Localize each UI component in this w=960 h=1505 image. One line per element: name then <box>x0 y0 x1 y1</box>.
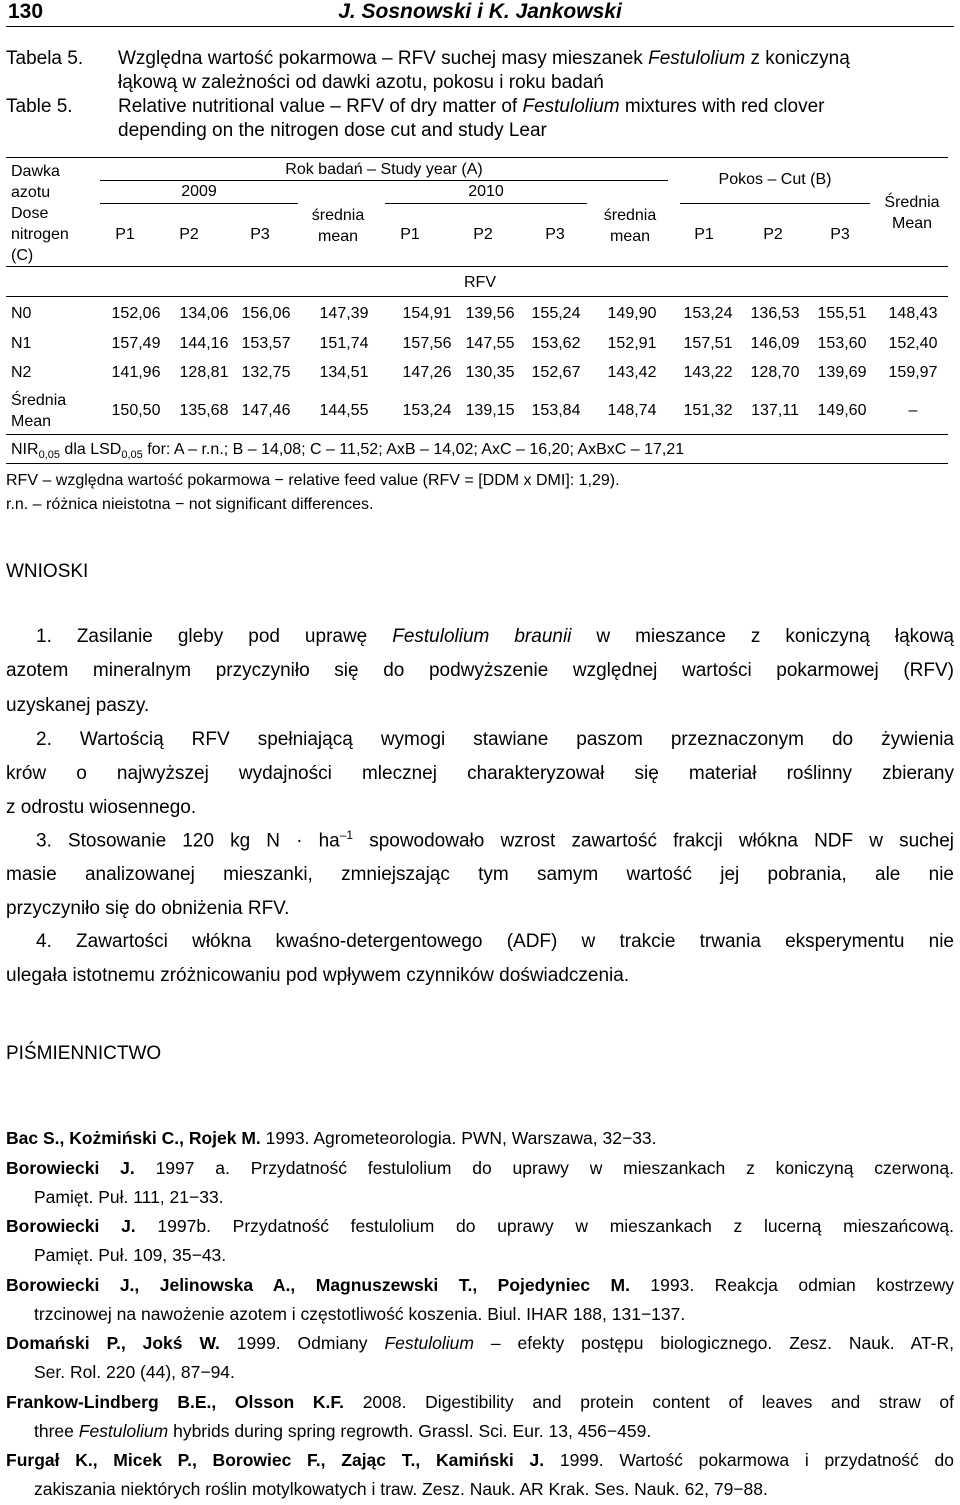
cell-mean-2010-p2: 139,15 <box>465 402 515 419</box>
cell-2010-p2: 130,35 <box>465 364 515 381</box>
cell-mean-cut-p2: 137,11 <box>751 402 799 419</box>
cell-2009-mean: 134,51 <box>319 364 369 381</box>
cell-cut-p2: 146,09 <box>750 335 800 352</box>
row-label: N2 <box>11 364 32 381</box>
cell-2010-mean: 149,90 <box>607 305 657 322</box>
table-top-rule <box>6 157 948 158</box>
conclusion-1-line-1: 1. Zasilanie gleby pod uprawę Festulolium braunii w mieszance z koniczyną łąkową <box>36 626 954 647</box>
header-mean-2010: średnia mean <box>603 207 657 245</box>
header-cut-p3: P3 <box>830 226 850 243</box>
references-heading: PIŚMIENNICTWO <box>6 1043 162 1064</box>
header-2010: 2010 <box>468 183 504 200</box>
rule-study-year <box>100 180 668 181</box>
header-2010-p1: P1 <box>400 226 420 243</box>
table-caption-en-line2: depending on the nitrogen dose cut and study Lear <box>118 120 547 141</box>
cell-2009-mean: 151,74 <box>319 335 369 352</box>
reference-6-line-2: three Festulolium hybrids during spring regrowth. Grassl. Sci. Eur. 13, 456−459. <box>34 1421 652 1441</box>
rule-2009 <box>100 203 298 204</box>
cell-mean-overall-mean: – <box>908 402 918 419</box>
header-rfv: RFV <box>464 274 496 291</box>
header-cut-p1: P1 <box>694 226 714 243</box>
cell-cut-p3: 139,69 <box>817 364 867 381</box>
rule-cut <box>680 203 870 204</box>
cell-cut-p3: 155,51 <box>817 305 867 322</box>
conclusion-1-line-2: azotem mineralnym przyczyniło się do podwyższenie względnej wartości pokarmowej (RFV) <box>6 660 954 681</box>
header-2009-p3: P3 <box>250 226 270 243</box>
cell-2009-p2: 144,16 <box>179 335 229 352</box>
reference-5-line-2: Ser. Rol. 220 (44), 87−94. <box>34 1362 235 1382</box>
table-caption-pl-label: Tabela 5. <box>6 48 84 69</box>
cell-2010-mean: 152,91 <box>607 335 657 352</box>
cell-mean-cut-p3: 149,60 <box>817 402 867 419</box>
conclusion-3-line-1: 3. Stosowanie 120 kg $N \cdot ha^{-1}$ spowodowało wzrost zawartość frakcji włókna NDF w suchej <box>36 828 954 852</box>
running-authors: J. Sosnowski i K. Jankowski <box>338 0 622 23</box>
conclusion-4-line-2: ulegała istotnemu zróżnicowaniu pod wpływem czynników doświadczenia. <box>6 965 630 986</box>
cell-mean-2009-p2: 135,68 <box>179 402 229 419</box>
header-dose: Dawka azotu Dose nitrogen (C) <box>11 163 69 264</box>
mean-row-label: Średnia Mean <box>11 392 67 430</box>
cell-2009-p1: 157,49 <box>111 335 161 352</box>
reference-5-line-1: Domański P., Jokś W. 1999. Odmiany Festulolium – efekty postępu biologicznego. Zesz. Nauk. AT-R, <box>6 1333 955 1353</box>
conclusion-2-line-3: z odrostu wiosennego. <box>6 797 197 818</box>
running-header <box>6 0 954 27</box>
cell-cut-p2: 136,53 <box>750 305 800 322</box>
cell-2010-p2: 147,55 <box>465 335 515 352</box>
rule-2010 <box>385 203 587 204</box>
cell-cut-p3: 153,60 <box>817 335 867 352</box>
cell-2010-p3: 155,24 <box>531 305 581 322</box>
reference-7-line-2: zakiszania niektórych roślin motylkowatych i traw. Zesz. Nauk. AR Krak. Ses. Nauk. 62, 79−88. <box>34 1479 768 1499</box>
cell-cut-p2: 128,70 <box>750 364 800 381</box>
cell-mean-cut-p1: 151,32 <box>683 402 733 419</box>
cell-overall-mean: 159,97 <box>888 364 938 381</box>
cell-2010-p1: 154,91 <box>402 305 452 322</box>
rule-rfv-bottom <box>6 296 948 297</box>
reference-2-line-1: Borowiecki J. 1997 a. Przydatność festulolium do uprawy w mieszankach z koniczyną czerwoną. <box>6 1158 954 1178</box>
cell-mean-2010-p1: 153,24 <box>402 402 452 419</box>
cell-cut-p1: 143,22 <box>683 364 733 381</box>
footnote-rfv: RFV – względna wartość pokarmowa − relative feed value (RFV = [DDM x DMI]: 1,29). <box>6 472 620 489</box>
cell-2009-p3: 153,57 <box>241 335 291 352</box>
conclusion-2-line-2: krów o najwyższej wydajności mlecznej charakteryzował się materiał roślinny zbierany <box>6 763 954 784</box>
cell-overall-mean: 152,40 <box>888 335 938 352</box>
header-2010-p2: P2 <box>473 226 493 243</box>
reference-3-line-2: Pamięt. Puł. 109, 35−43. <box>34 1245 227 1265</box>
table-bottom-rule <box>6 463 948 464</box>
reference-6-line-1: Frankow-Lindberg B.E., Olsson K.F. 2008. Digestibility and protein content of leaves and straw of <box>6 1392 954 1412</box>
conclusion-2-line-1: 2. Wartością RFV spełniającą wymogi stawiane paszom przeznaczonym do żywienia <box>36 729 954 750</box>
cell-2009-mean: 147,39 <box>319 305 369 322</box>
cell-cut-p1: 153,24 <box>683 305 733 322</box>
conclusion-3-line-2: masie analizowanej mieszanki, zmniejszając tym samym wartość jej pobrania, ale nie <box>6 864 954 885</box>
cell-2009-p1: 152,06 <box>111 305 161 322</box>
cell-mean-2010-mean: 148,74 <box>607 402 657 419</box>
cell-mean-2009-p1: 150,50 <box>111 402 161 419</box>
header-cut: Pokos – Cut (B) <box>718 171 832 188</box>
cell-2010-p1: 147,26 <box>402 364 452 381</box>
reference-4-line-1: Borowiecki J., Jelinowska A., Magnuszewski T., Pojedyniec M. 1993. Reakcja odmian kostrzewy <box>6 1275 955 1295</box>
cell-2010-p3: 152,67 <box>531 364 581 381</box>
row-label: N0 <box>11 305 32 322</box>
table-caption-en-label: Table 5. <box>6 96 73 117</box>
cell-mean-2010-p3: 153,84 <box>531 402 581 419</box>
table-caption-en-line1: Relative nutritional value – RFV of dry matter of Festulolium mixtures with red clover <box>118 96 825 117</box>
header-2009-p1: P1 <box>115 226 135 243</box>
conclusion-1-line-3: uzyskanej paszy. <box>6 695 150 716</box>
cell-cut-p1: 157,51 <box>683 335 733 352</box>
header-cut-p2: P2 <box>763 226 783 243</box>
page-number: 130 <box>8 0 44 23</box>
cell-2009-p3: 132,75 <box>241 364 291 381</box>
conclusions-heading: WNIOSKI <box>6 561 89 582</box>
cell-2010-p3: 153,62 <box>531 335 581 352</box>
rule-means-bottom <box>6 434 948 435</box>
table-caption-pl-line1: Względna wartość pokarmowa – RFV suchej masy mieszanek Festulolium z koniczyną <box>118 48 850 69</box>
row-label: N1 <box>11 335 32 352</box>
conclusion-3-line-3: przyczyniło się do obniżenia RFV. <box>6 898 290 919</box>
lsd-line: $NIR_{0,05}$ dla $LSD_{0,05}$ for: A – r.n.; B – 14,08; C – 11,52; AxB – 14,02; AxC – 16,20; AxBxC – 17,21 <box>11 441 685 462</box>
cell-2009-p3: 156,06 <box>241 305 291 322</box>
rule-header-bottom <box>6 266 948 267</box>
cell-overall-mean: 148,43 <box>888 305 938 322</box>
cell-2010-p1: 157,56 <box>402 335 452 352</box>
header-mean-2009: średnia mean <box>311 207 365 245</box>
cell-2009-p2: 128,81 <box>179 364 229 381</box>
table-caption-pl-line2: łąkową w zależności od dawki azotu, pokosu i roku badań <box>118 72 604 93</box>
header-2010-p3: P3 <box>545 226 565 243</box>
reference-2-line-2: Pamięt. Puł. 111, 21−33. <box>34 1187 224 1207</box>
cell-2009-p1: 141,96 <box>111 364 161 381</box>
cell-2010-mean: 143,42 <box>607 364 657 381</box>
cell-mean-2009-mean: 144,55 <box>319 402 369 419</box>
cell-2010-p2: 139,56 <box>465 305 515 322</box>
cell-2009-p2: 134,06 <box>179 305 229 322</box>
header-2009: 2009 <box>181 183 217 200</box>
footnote-rn: r.n. – różnica nieistotna − not significant differences. <box>6 496 374 513</box>
reference-3-line-1: Borowiecki J. 1997b. Przydatność festulolium do uprawy w mieszankach z lucerną mieszańcową. <box>6 1216 954 1236</box>
reference-7-line-1: Furgał K., Micek P., Borowiec F., Zając T., Kamiński J. 1999. Wartość pokarmowa i przydatność do <box>6 1450 954 1470</box>
conclusion-4-line-1: 4. Zawartości włókna kwaśno-detergentowego (ADF) w trakcie trwania eksperymentu nie <box>36 931 954 952</box>
reference-4-line-2: trzcinowej na nawożenie azotem i częstotliwość koszenia. Biul. IHAR 188, 131−137. <box>34 1304 686 1324</box>
cell-mean-2009-p3: 147,46 <box>241 402 291 419</box>
header-2009-p2: P2 <box>179 226 199 243</box>
reference-1: Bac S., Kożmiński C., Rojek M. 1993. Agrometeorologia. PWN, Warszawa, 32−33. <box>6 1128 657 1148</box>
header-overall-mean: Średnia Mean <box>884 194 940 232</box>
header-study-year: Rok badań – Study year (A) <box>285 161 483 178</box>
